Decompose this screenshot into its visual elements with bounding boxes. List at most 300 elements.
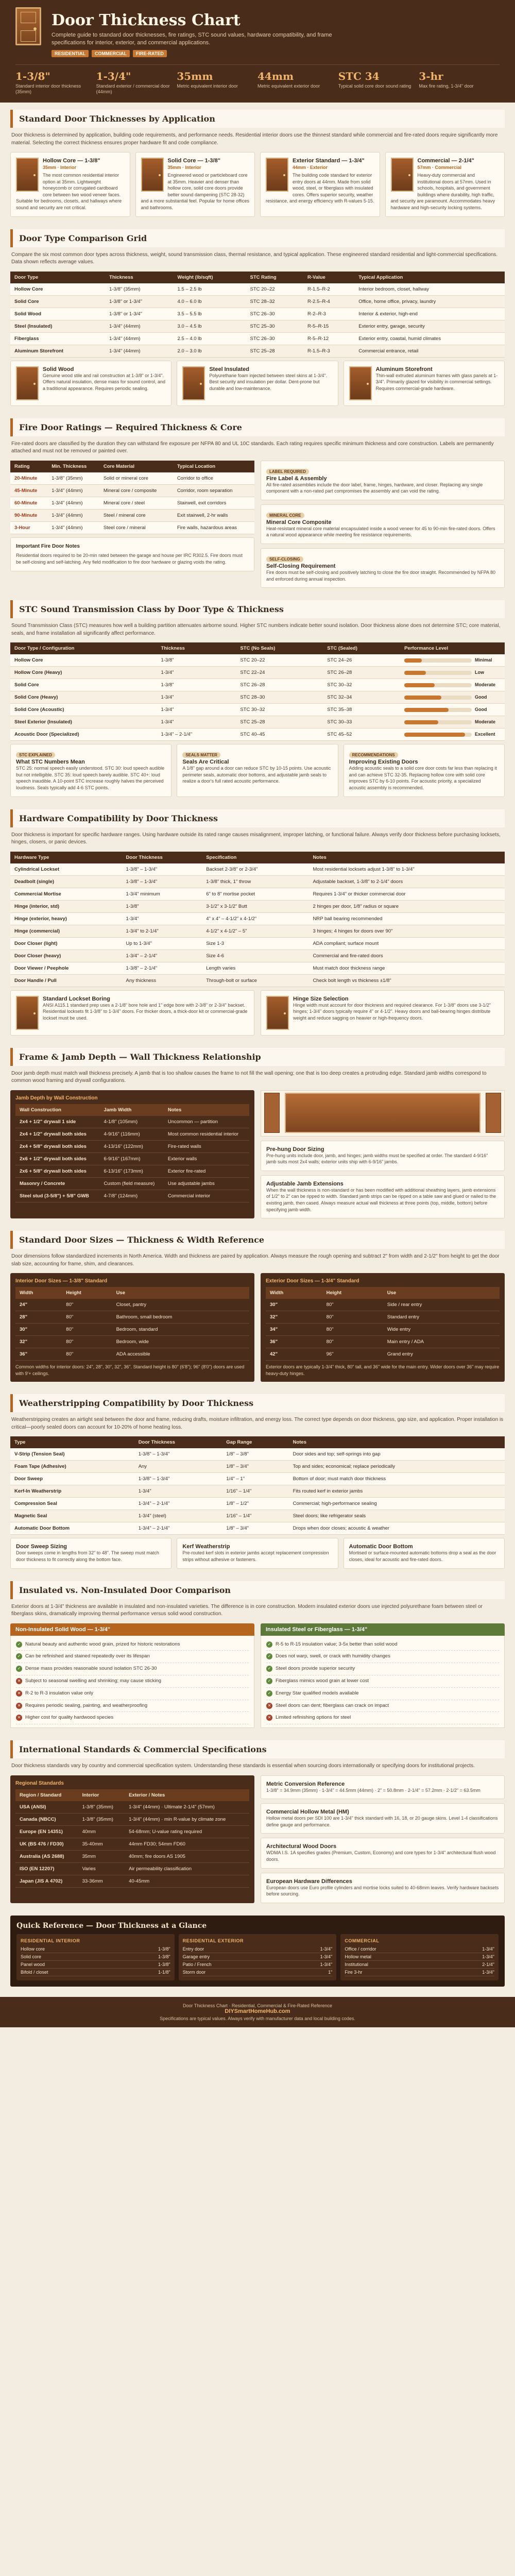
quickref-label: Hollow metal: [345, 1954, 371, 1959]
footer-site-link[interactable]: DIYSmartHomeHub.com: [225, 2008, 290, 2014]
column-header: Height: [62, 1287, 112, 1299]
table-cell: Bottom of door; must match door thickness: [289, 1473, 505, 1485]
card-meta: 35mm · Interior: [43, 165, 77, 171]
table-cell: Hinge (exterior, heavy): [10, 912, 122, 925]
table-cell: 3 hinges; 4 hinges for doors over 90": [308, 925, 505, 937]
table-row: [15, 1153, 249, 1165]
quickref-value: 2-1/4": [482, 1961, 494, 1967]
table-cell: Kerf-In Weatherstrip: [10, 1485, 134, 1498]
table-cell: Any: [134, 1461, 222, 1473]
card-title: Exterior Standard — 1-3/4": [293, 158, 365, 164]
table-row: [10, 521, 254, 534]
table-cell: 44mm FD30; 54mm FD60: [125, 1838, 249, 1850]
table-cell: Commercial; high-performance sealing: [289, 1498, 505, 1510]
door-icon: [141, 158, 164, 192]
table-cell: 35-40mm: [78, 1838, 125, 1850]
column-header: Width: [266, 1287, 322, 1299]
section-intro: Door thickness standards vary by country and commercial specification system. Understanding these standards is essential when sourcing doors internationally or specifying doors for institutional projects.: [11, 1763, 475, 1769]
table-cell: 1/16" – 1/4": [222, 1485, 288, 1498]
table-cell: Use adjustable jambs: [164, 1177, 249, 1190]
table-row: [10, 863, 505, 876]
column-header: Door Type: [10, 272, 105, 283]
table-row: [10, 1473, 505, 1485]
stat-value: STC 34: [338, 70, 380, 82]
page-subtitle: Complete guide to standard door thicknesses, fire ratings, STC sound values, hardware compatibility, and frame specifications for interior, exterior, and commercial applications.: [52, 32, 332, 46]
info-card: [10, 990, 254, 1036]
category-badge: FIRE-RATED: [133, 50, 167, 57]
table-cell: Canada (NBCC): [15, 1813, 78, 1825]
table-cell: Mineral core / steel: [99, 497, 173, 509]
table-cell: Steel doors; like refrigerator seals: [289, 1510, 505, 1522]
stat-item: [258, 70, 338, 95]
table-cell: 42": [266, 1348, 322, 1361]
table-row: [15, 1850, 249, 1862]
card-title: Pre-hung Door Sizing: [266, 1146, 324, 1153]
info-card: [261, 1775, 505, 1800]
stat-label: Standard exterior / commercial door (44mm): [96, 83, 170, 95]
info-card: [260, 152, 380, 217]
performance-bar: [404, 671, 426, 675]
quickref-value: 1-3/4": [320, 1946, 333, 1952]
table-cell: STC 22–24: [236, 667, 323, 679]
table-cell: R-2.5–R-4: [303, 295, 354, 308]
table-cell: STC 28–32: [246, 295, 304, 308]
section-title: STC Sound Transmission Class by Door Type & Thickness: [10, 600, 505, 618]
interior-sizes-title: Interior Door Sizes — 1-3/8" Standard: [15, 1278, 108, 1284]
table-row: [15, 1311, 249, 1324]
table-cell: 54-68mm; U-value rating required: [125, 1825, 249, 1838]
quickref-column: [179, 1934, 337, 1980]
info-card: [261, 1838, 505, 1868]
card-description: Pre-hung units include door, jamb, and hinges; jamb widths must be specified at order. The standard 4-9/16" jamb suits most 2x4 walls; exterior units ship with 6-9/16" jambs.: [266, 1153, 488, 1165]
info-card: [261, 1175, 505, 1218]
table-row: [10, 925, 505, 937]
quickref-label: Fire 3-hr: [345, 1969, 363, 1975]
table-row: [266, 1324, 500, 1336]
table-cell: 1-3/4" (44mm): [47, 509, 99, 521]
quickref-column: [16, 1934, 175, 1980]
info-card: [261, 548, 505, 588]
column-header: Rating: [10, 461, 47, 472]
performance-label: Excellent: [475, 732, 495, 737]
table-cell: Commercial interior: [164, 1190, 249, 1202]
comparison-text: Steel doors can dent; fiberglass can crack on impact: [276, 1702, 389, 1708]
quickref-column-title: RESIDENTIAL EXTERIOR: [182, 1938, 244, 1943]
column-header: Weight (lb/sqft): [174, 272, 246, 283]
performance-bar: [404, 683, 435, 687]
comparison-text: Dense mass provides reasonable sound isolation STC 26-30: [25, 1666, 157, 1672]
quickref-row: [183, 1953, 333, 1961]
card-description: Hollow metal doors per SDI 100 are 1-3/4" thick standard with 16, 18, or 20 gauge skins. Level 1-4 classifications define gauge and performance.: [266, 1816, 498, 1827]
comparison-text: Energy Star qualified models available: [276, 1690, 359, 1696]
quickref-value: 1-3/8": [158, 1954, 170, 1959]
table-cell: Standard entry: [383, 1311, 500, 1324]
table-row: [10, 1510, 505, 1522]
table-cell: 1-3/8": [157, 654, 236, 667]
section-insulated: [0, 1574, 515, 1734]
column-header: Thickness: [105, 272, 173, 283]
table-cell: 1-3/8" – 1-3/4": [122, 875, 202, 888]
table-cell: Varies: [78, 1862, 125, 1875]
table-cell: 4-9/16" (116mm): [100, 1128, 164, 1140]
category-badge: COMMERCIAL: [92, 50, 130, 57]
comparison-text: Limited refinishing options for steel: [276, 1715, 351, 1721]
section-weatherstripping: [0, 1387, 515, 1573]
card-title: Solid Wood: [43, 366, 74, 372]
door-icon: [349, 366, 372, 400]
info-card: [10, 152, 130, 217]
non-insulated-column: [10, 1623, 254, 1728]
table-cell: 1-3/4" – 2-1/4": [122, 950, 202, 962]
card-title: Architectural Wood Doors: [266, 1843, 337, 1850]
table-cell: STC 25–28: [246, 345, 304, 357]
card-tag: SELF-CLOSING: [266, 556, 303, 562]
table-row: [10, 875, 505, 888]
table-row: [10, 1448, 505, 1461]
table-cell: 1-3/4" (44mm): [47, 484, 99, 497]
check-icon: ✓: [16, 1666, 22, 1672]
section-intro: Fire-rated doors are classified by the duration they can withstand fire exposure per NFPA 80 and UL 10C standards. Each rating requires specific minimum thickness and core construction. Labels are permanently attached and must not be removed or painted over.: [11, 440, 494, 454]
non-insulated-list: [16, 1639, 249, 1725]
table-row: [266, 1299, 500, 1311]
quickref-label: Institutional: [345, 1961, 368, 1967]
table-cell: Door sides and top; self-springs into gap: [289, 1448, 505, 1461]
table-row: [266, 1311, 500, 1324]
column-header: Width: [15, 1287, 62, 1299]
check-icon: ✓: [266, 1666, 272, 1672]
table-row: [10, 320, 505, 332]
card-description: Fire doors must be self-closing and positively latching to close the fire door straight. Recommended by NFPA 80 and enforced during annual inspection.: [266, 570, 496, 582]
table-cell: Closet, pantry: [112, 1299, 249, 1311]
card-title: Commercial Hollow Metal (HM): [266, 1809, 349, 1816]
quickref-value: 1-3/4": [482, 1969, 494, 1975]
table-cell: R-1.5–R-2: [303, 283, 354, 296]
stc-cards: [10, 744, 505, 796]
jamb-cards: [261, 1141, 505, 1219]
quickref-row: [345, 1961, 494, 1969]
table-cell: 40-45mm: [125, 1875, 249, 1887]
card-title: Hollow Core — 1-3/8": [43, 158, 100, 164]
table-cell: Hinge (interior, std): [10, 900, 122, 912]
table-cell: 1-3/4": [134, 1485, 222, 1498]
table-row: [10, 332, 505, 345]
quickref-value: 1-3/4": [320, 1961, 333, 1967]
stc-table: [10, 642, 505, 741]
table-cell: 30": [15, 1324, 62, 1336]
card-title: Metric Conversion Reference: [266, 1781, 345, 1787]
column-header: Region / Standard: [15, 1789, 78, 1801]
quickref-row: [345, 1969, 494, 1976]
table-cell: STC 30–32: [236, 704, 323, 716]
table-row: [15, 1177, 249, 1190]
table-cell: Most residential locksets adjust 1-3/8" to 1-3/4": [308, 863, 505, 876]
column-header: STC Rating: [246, 272, 304, 283]
quickref-value: 1-3/4": [482, 1954, 494, 1959]
table-cell: 1/8" – 1/2": [222, 1498, 288, 1510]
table-cell: 45-Minute: [10, 484, 47, 497]
comparison-item: [16, 1663, 249, 1675]
table-cell: 1-3/4": [122, 912, 202, 925]
table-cell: 1/8" – 3/8": [222, 1448, 288, 1461]
table-cell: Door Closer (heavy): [10, 950, 122, 962]
table-cell: Automatic Door Bottom: [10, 1522, 134, 1535]
table-cell: 1-3/8" (35mm): [47, 472, 99, 485]
section-international: [0, 1733, 515, 1908]
info-card: [261, 504, 505, 544]
table-cell: 80": [62, 1336, 112, 1348]
check-icon: ✓: [266, 1653, 272, 1659]
card-description: All fire-rated assemblies include the door label, frame, hinges, hardware, and closer. Replacing any single component with a non-rated part compromises the assembly and can void the rating.: [266, 482, 483, 494]
card-description: Mortised or surface-mounted automatic bottoms drop a seal as the door closes, ideal for acoustic and fire-rated doors.: [349, 1550, 496, 1562]
card-meta: 44mm · Exterior: [293, 165, 328, 171]
table-cell: 1-3/4": [157, 667, 236, 679]
table-cell: 1-3/4" to 2-1/4": [122, 925, 202, 937]
table-cell: Steel Exterior (Insulated): [10, 716, 157, 728]
table-cell: Door Sweep: [10, 1473, 134, 1485]
stat-value: 3-hr: [419, 70, 443, 82]
section-hardware: [0, 802, 515, 1041]
performance-bar-track: [404, 733, 472, 737]
table-row: [266, 1336, 500, 1348]
table-row: [10, 950, 505, 962]
door-icon: [391, 158, 414, 192]
column-header: Performance Level: [400, 642, 505, 654]
section-intro: Door thickness is determined by application, building code requirements, and performance needs. Residential interior doors use the thinnest standard while commercial and fire-rated doors require significantly more material. Selecting the correct thickness ensures proper hardware fit and code compliance.: [11, 132, 498, 146]
cross-icon: ✕: [16, 1690, 22, 1697]
card-description: Heat-resistant mineral core material encapsulated inside a wood veneer for 45 to 90-min fire-rated doors. Offers a natural wood appearance while meeting fire resistance requirements.: [266, 526, 495, 538]
quickref-label: Garage entry: [182, 1954, 210, 1959]
quickref-value: 1-3/4": [482, 1946, 494, 1952]
table-cell: 2.0 – 3.0 lb: [174, 345, 246, 357]
card-description: Genuine wood stile and rail construction at 1-3/8" or 1-3/4". Offers natural insulation, dense mass for sound control, and a traditional appearance. Requires periodic sealing.: [43, 372, 165, 391]
card-title: Aluminum Storefront: [375, 366, 433, 372]
table-row: [15, 1825, 249, 1838]
card-title: Seals Are Critical: [182, 759, 229, 766]
info-card: [344, 744, 505, 796]
card-title: Mineral Core Composite: [266, 519, 332, 526]
table-row: [10, 691, 505, 704]
card-description: Polyurethane foam injected between steel skins at 1-3/4". Best security and insulation per dollar. Dent-prone but durable and low-maintenance.: [209, 372, 328, 391]
performance-cell: [400, 728, 505, 741]
table-cell: Solid Core (Acoustic): [10, 704, 157, 716]
table-cell: 4-1/2" x 4-1/2" – 5": [202, 925, 308, 937]
stat-item: [96, 70, 177, 95]
exterior-sizes-panel: [261, 1273, 505, 1382]
insulated-title: Insulated Steel or Fiberglass — 1-3/4": [261, 1623, 505, 1636]
card-description: STC 25: normal speech easily understood. STC 30: loud speech audible but not intelligible. STC 35: loud speech barely audible. STC 40+: loud speech inaudible. A 10-point STC increase roughly halves the perceived loudness. Seals typically add 4-6 STC points.: [16, 766, 165, 790]
table-row: [10, 283, 505, 296]
table-cell: 80": [322, 1299, 383, 1311]
table-cell: Through-bolt or surface: [202, 974, 308, 987]
table-cell: 2x4 + 1/2" drywall 1 side: [15, 1116, 100, 1128]
table-cell: Foam Tape (Adhesive): [10, 1461, 134, 1473]
comparison-text: Requires periodic sealing, painting, and weatherproofing: [25, 1702, 148, 1708]
table-row: [15, 1299, 249, 1311]
table-cell: Bedroom, wide: [112, 1336, 249, 1348]
column-header: Door Thickness: [134, 1436, 222, 1448]
table-cell: Most common residential interior: [164, 1128, 249, 1140]
table-cell: 32": [266, 1311, 322, 1324]
card-description: Thin-wall extruded aluminum frames with glass panels at 1-3/4". Primarily glazed for visibility in commercial settings. Requires commercial-grade hardware.: [375, 372, 498, 391]
weatherstrip-table: [10, 1436, 505, 1535]
section-intro: Exterior doors at 1-3/4" thickness are available in insulated and non-insulated varieties. The difference is in core construction. Modern insulated exterior doors use injected polyurethane foam between steel or fiberglass skins, dramatically improving thermal performance versus solid wood construction.: [11, 1603, 483, 1617]
card-description: Hinge width must account for door thickness and required clearance. For 1-3/8" doors use 3-1/2" hinges; 1-3/4" doors typically require 4" or 4-1/2". Heavy doors and ball-bearing hinges distribute weight and reduce sagging on heavier or high-frequency doors.: [293, 1002, 491, 1021]
quickref-row: [21, 1961, 170, 1969]
quickref-row: [21, 1953, 170, 1961]
cross-icon: ✕: [16, 1678, 22, 1684]
performance-label: Low: [475, 670, 484, 675]
table-cell: Wide entry: [383, 1324, 500, 1336]
table-row: [15, 1324, 249, 1336]
stat-value: 1-3/4": [96, 70, 131, 82]
table-cell: STC 25–28: [236, 716, 323, 728]
section-title: Fire Door Ratings — Required Thickness & Core: [10, 418, 505, 436]
card-description: 1-3/8" = 34.9mm (35mm) · 1-3/4" = 44.5mm (44mm) · 2" = 50.8mm · 2-1/4" = 57.2mm · 2-1/2" = 63.5mm: [266, 1787, 480, 1793]
comparison-text: Higher cost for quality hardwood species: [25, 1715, 114, 1721]
cross-icon: ✕: [266, 1703, 272, 1709]
table-cell: Door Handle / Pull: [10, 974, 122, 987]
door-icon: [16, 996, 39, 1030]
table-cell: Check bolt length vs thickness ±1/8": [308, 974, 505, 987]
card-description: Door sweeps come in lengths from 32" to 48". The sweep must match door thickness to fit correctly along the bottom face.: [16, 1550, 159, 1562]
quickref-row: [21, 1969, 170, 1976]
door-icon: [16, 158, 39, 192]
table-cell: 80": [322, 1336, 383, 1348]
quickref-label: Patio / French: [182, 1961, 212, 1967]
table-cell: Fits routed kerf in exterior jambs: [289, 1485, 505, 1498]
table-row: [15, 1348, 249, 1361]
table-cell: Deadbolt (single): [10, 875, 122, 888]
card-title: Solid Core — 1-3/8": [167, 158, 220, 164]
table-cell: Solid Wood: [10, 308, 105, 320]
table-cell: Steel / mineral core: [99, 509, 173, 521]
comparison-item: [266, 1700, 499, 1713]
column-header: Typical Location: [173, 461, 254, 472]
quickref-row: [345, 1953, 494, 1961]
table-cell: 1-3/8" (35mm): [78, 1813, 125, 1825]
performance-label: Good: [475, 694, 487, 700]
section-fire-ratings: [0, 411, 515, 594]
table-cell: 2 hinges per door, 1/8" radius or square: [308, 900, 505, 912]
quickref-row: [21, 1945, 170, 1953]
table-row: [10, 1522, 505, 1535]
performance-bar-track: [404, 671, 472, 675]
badge-row: [52, 50, 500, 57]
card-description: European doors use Euro profile cylinders and mortise locks suited to 40-68mm leaves. Verify hardware backsets before sourcing.: [266, 1885, 499, 1897]
column-header: Exterior / Notes: [125, 1789, 249, 1801]
info-card: [261, 990, 505, 1036]
table-cell: 20-Minute: [10, 472, 47, 485]
hardware-table: [10, 852, 505, 987]
comparison-item: [266, 1651, 499, 1663]
table-cell: 40mm: [78, 1825, 125, 1838]
card-tag: MINERAL CORE: [266, 513, 304, 518]
table-cell: 4-1/8" (105mm): [100, 1116, 164, 1128]
table-cell: 1-3/4" (44mm) · Ultimate 2-1/4" (57mm): [125, 1801, 249, 1814]
comparison-item: [266, 1675, 499, 1688]
column-header: R-Value: [303, 272, 354, 283]
table-row: [10, 716, 505, 728]
table-cell: R-5–R-15: [303, 320, 354, 332]
quickref-column-title: COMMERCIAL: [345, 1938, 380, 1943]
table-cell: Mineral core / composite: [99, 484, 173, 497]
table-cell: Exterior fire-rated: [164, 1165, 249, 1177]
card-meta: 35mm · Interior: [167, 165, 201, 171]
table-cell: 1-3/8" – 1-3/4": [122, 863, 202, 876]
card-title: Fire Label & Assembly: [266, 475, 327, 482]
card-title: Hinge Size Selection: [293, 995, 349, 1002]
jamb-table: [15, 1104, 249, 1202]
card-title: Standard Lockset Boring: [43, 995, 110, 1002]
performance-bar: [404, 696, 441, 700]
performance-bar-track: [404, 696, 472, 700]
comparison-item: [266, 1688, 499, 1700]
stat-item: [338, 70, 419, 95]
table-row: [10, 900, 505, 912]
table-row: [10, 667, 505, 679]
table-cell: STC 30–33: [323, 716, 400, 728]
hardware-cards: [10, 990, 505, 1036]
card-title: Improving Existing Doors: [349, 759, 418, 766]
table-cell: 4-7/8" (124mm): [100, 1190, 164, 1202]
table-cell: 1-3/8": [157, 679, 236, 691]
table-row: [15, 1862, 249, 1875]
table-cell: 1.5 – 2.5 lb: [174, 283, 246, 296]
table-cell: STC 25–30: [246, 320, 304, 332]
comparison-text: R-2 to R-3 insulation value only: [25, 1690, 94, 1696]
table-cell: ADA accessible: [112, 1348, 249, 1361]
table-cell: 1-3/4" – 2-1/4": [134, 1522, 222, 1535]
frame-diagram-icon: [261, 1090, 505, 1137]
performance-bar-track: [404, 708, 472, 712]
door-logo-icon: [15, 7, 41, 45]
card-description: Pre-routed kerf slots in exterior jambs accept replacement compression strips without adhesive or fasteners.: [182, 1550, 329, 1562]
table-cell: 1/8" – 3/4": [222, 1461, 288, 1473]
exterior-sizes-table: [266, 1287, 500, 1361]
interior-sizes-table: [15, 1287, 249, 1361]
column-header: Thickness: [157, 642, 236, 654]
comparison-text: R-5 to R-15 insulation value; 3-5x better than solid wood: [276, 1641, 398, 1647]
performance-label: Moderate: [475, 719, 496, 725]
quickref-label: Panel wood: [21, 1961, 45, 1967]
info-card: [135, 152, 255, 217]
cross-icon: ✕: [16, 1703, 22, 1709]
table-cell: Hollow Core: [10, 654, 157, 667]
table-cell: 1-3/4" minimum: [122, 888, 202, 900]
quickref-grid: [16, 1934, 499, 1980]
table-cell: Adjustable backset, 1-3/8" to 2-1/4" doors: [308, 875, 505, 888]
table-cell: Fire-rated walls: [164, 1140, 249, 1153]
table-cell: Corridor to office: [173, 472, 254, 485]
table-row: [15, 1801, 249, 1814]
quickref-column-title: RESIDENTIAL INTERIOR: [21, 1938, 80, 1943]
cross-icon: ✕: [266, 1715, 272, 1721]
comparison-item: [16, 1688, 249, 1700]
comparison-item: [266, 1639, 499, 1651]
quickref-column: [340, 1934, 499, 1980]
table-cell: Europe (EN 14351): [15, 1825, 78, 1838]
cross-icon: ✕: [16, 1715, 22, 1721]
info-card: [177, 1538, 338, 1568]
table-row: [10, 654, 505, 667]
table-cell: 6" to 8" mortise pocket: [202, 888, 308, 900]
table-cell: 1-3/4" – 2-1/4": [134, 1498, 222, 1510]
table-cell: UK (BS 476 / FD30): [15, 1838, 78, 1850]
quickref-label: Solid core: [21, 1954, 42, 1959]
info-card: [10, 744, 171, 796]
jamb-table-panel: [10, 1090, 254, 1219]
column-header: Use: [112, 1287, 249, 1299]
